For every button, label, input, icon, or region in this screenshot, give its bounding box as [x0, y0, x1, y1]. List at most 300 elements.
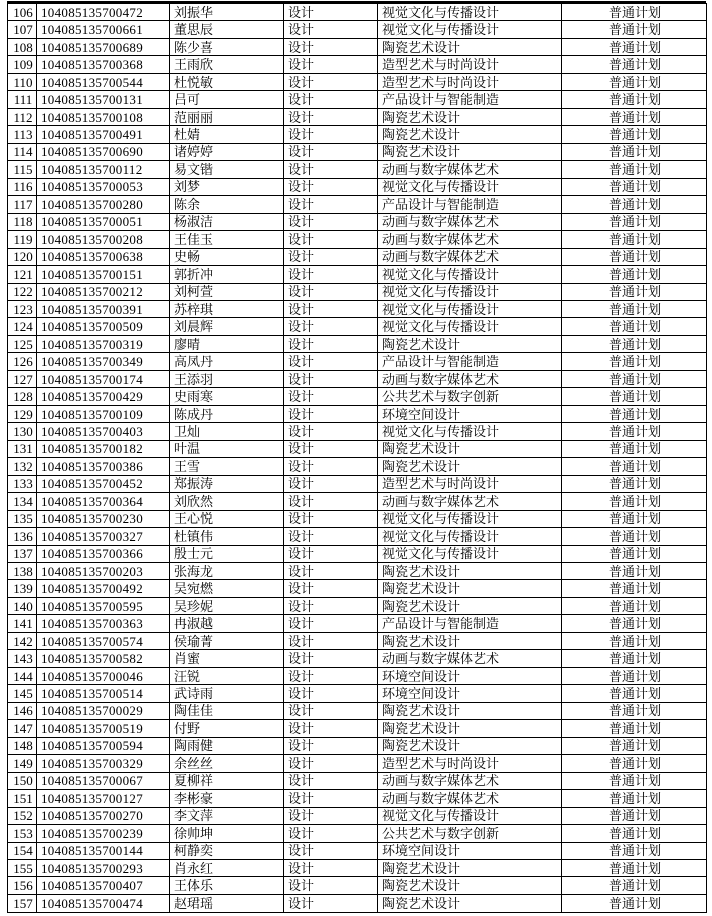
sequence-number-cell: 119 — [8, 231, 37, 248]
major-cell: 设计 — [284, 458, 378, 475]
exam-number-cell: 104085135700109 — [37, 405, 170, 422]
specialty-direction-cell: 视觉文化与传播设计 — [378, 21, 562, 38]
exam-number-cell: 104085135700230 — [37, 510, 170, 527]
plan-type-cell: 普通计划 — [562, 720, 707, 737]
candidate-name-cell: 卫灿 — [170, 423, 284, 440]
exam-number-cell: 104085135700452 — [37, 475, 170, 492]
candidate-name-cell: 陈少喜 — [170, 38, 284, 55]
sequence-number-cell: 156 — [8, 877, 37, 894]
exam-number-cell: 104085135700574 — [37, 632, 170, 649]
specialty-direction-cell: 陶瓷艺术设计 — [378, 720, 562, 737]
major-cell: 设计 — [284, 615, 378, 632]
table-row — [8, 440, 707, 457]
sequence-number-cell: 107 — [8, 21, 37, 38]
sequence-number-cell: 112 — [8, 108, 37, 125]
major-cell: 设计 — [284, 545, 378, 562]
sequence-number-cell: 141 — [8, 615, 37, 632]
major-cell: 设计 — [284, 21, 378, 38]
major-cell: 设计 — [284, 178, 378, 195]
table-row — [8, 73, 707, 90]
exam-number-cell: 104085135700203 — [37, 563, 170, 580]
candidate-name-cell: 陶雨健 — [170, 737, 284, 754]
plan-type-cell: 普通计划 — [562, 650, 707, 667]
plan-type-cell: 普通计划 — [562, 475, 707, 492]
plan-type-cell: 普通计划 — [562, 842, 707, 859]
exam-number-cell: 104085135700208 — [37, 231, 170, 248]
exam-number-cell: 104085135700689 — [37, 38, 170, 55]
plan-type-cell: 普通计划 — [562, 580, 707, 597]
table-row — [8, 510, 707, 527]
sequence-number-cell: 138 — [8, 563, 37, 580]
specialty-direction-cell: 动画与数字媒体艺术 — [378, 772, 562, 789]
table-row — [8, 859, 707, 876]
specialty-direction-cell: 陶瓷艺术设计 — [378, 108, 562, 125]
roster-table-body — [8, 4, 707, 913]
candidate-name-cell: 陈成丹 — [170, 405, 284, 422]
specialty-direction-cell: 公共艺术与数字创新 — [378, 388, 562, 405]
sequence-number-cell: 127 — [8, 370, 37, 387]
table-row — [8, 231, 707, 248]
sequence-number-cell: 155 — [8, 859, 37, 876]
table-row — [8, 894, 707, 912]
exam-number-cell: 104085135700594 — [37, 737, 170, 754]
specialty-direction-cell: 动画与数字媒体艺术 — [378, 248, 562, 265]
specialty-direction-cell: 陶瓷艺术设计 — [378, 597, 562, 614]
candidate-name-cell: 郑振涛 — [170, 475, 284, 492]
plan-type-cell: 普通计划 — [562, 737, 707, 754]
major-cell: 设计 — [284, 440, 378, 457]
major-cell: 设计 — [284, 353, 378, 370]
sequence-number-cell: 152 — [8, 807, 37, 824]
sequence-number-cell: 125 — [8, 335, 37, 352]
plan-type-cell: 普通计划 — [562, 877, 707, 894]
table-row — [8, 370, 707, 387]
sequence-number-cell: 136 — [8, 528, 37, 545]
candidate-name-cell: 王雨欣 — [170, 56, 284, 73]
plan-type-cell: 普通计划 — [562, 266, 707, 283]
plan-type-cell: 普通计划 — [562, 4, 707, 21]
candidate-name-cell: 夏柳祥 — [170, 772, 284, 789]
exam-number-cell: 104085135700144 — [37, 842, 170, 859]
major-cell: 设计 — [284, 859, 378, 876]
exam-number-cell: 104085135700514 — [37, 685, 170, 702]
exam-number-cell: 104085135700270 — [37, 807, 170, 824]
table-row — [8, 755, 707, 772]
exam-number-cell: 104085135700363 — [37, 615, 170, 632]
table-row — [8, 597, 707, 614]
plan-type-cell: 普通计划 — [562, 597, 707, 614]
table-row — [8, 388, 707, 405]
table-row — [8, 737, 707, 754]
exam-number-cell: 104085135700053 — [37, 178, 170, 195]
table-row — [8, 458, 707, 475]
plan-type-cell: 普通计划 — [562, 510, 707, 527]
exam-number-cell: 104085135700127 — [37, 790, 170, 807]
specialty-direction-cell: 动画与数字媒体艺术 — [378, 650, 562, 667]
candidate-roster-table — [7, 3, 707, 913]
candidate-name-cell: 史畅 — [170, 248, 284, 265]
specialty-direction-cell: 陶瓷艺术设计 — [378, 580, 562, 597]
major-cell: 设计 — [284, 143, 378, 160]
specialty-direction-cell: 环境空间设计 — [378, 685, 562, 702]
major-cell: 设计 — [284, 213, 378, 230]
table-row — [8, 126, 707, 143]
specialty-direction-cell: 陶瓷艺术设计 — [378, 894, 562, 912]
specialty-direction-cell: 环境空间设计 — [378, 405, 562, 422]
sequence-number-cell: 146 — [8, 702, 37, 719]
candidate-name-cell: 付野 — [170, 720, 284, 737]
sequence-number-cell: 115 — [8, 161, 37, 178]
specialty-direction-cell: 陶瓷艺术设计 — [378, 877, 562, 894]
specialty-direction-cell: 陶瓷艺术设计 — [378, 126, 562, 143]
specialty-direction-cell: 动画与数字媒体艺术 — [378, 231, 562, 248]
major-cell: 设计 — [284, 807, 378, 824]
plan-type-cell: 普通计划 — [562, 632, 707, 649]
table-row — [8, 178, 707, 195]
plan-type-cell: 普通计划 — [562, 370, 707, 387]
specialty-direction-cell: 视觉文化与传播设计 — [378, 318, 562, 335]
exam-number-cell: 104085135700403 — [37, 423, 170, 440]
specialty-direction-cell: 陶瓷艺术设计 — [378, 859, 562, 876]
sequence-number-cell: 122 — [8, 283, 37, 300]
sequence-number-cell: 154 — [8, 842, 37, 859]
plan-type-cell: 普通计划 — [562, 143, 707, 160]
plan-type-cell: 普通计划 — [562, 440, 707, 457]
candidate-name-cell: 汪锐 — [170, 667, 284, 684]
major-cell: 设计 — [284, 493, 378, 510]
candidate-name-cell: 余丝丝 — [170, 755, 284, 772]
exam-number-cell: 104085135700131 — [37, 91, 170, 108]
exam-number-cell: 104085135700029 — [37, 702, 170, 719]
plan-type-cell: 普通计划 — [562, 126, 707, 143]
candidate-name-cell: 刘欣然 — [170, 493, 284, 510]
candidate-name-cell: 王佳玉 — [170, 231, 284, 248]
table-row — [8, 842, 707, 859]
plan-type-cell: 普通计划 — [562, 231, 707, 248]
candidate-name-cell: 刘梦 — [170, 178, 284, 195]
table-row — [8, 143, 707, 160]
table-row — [8, 266, 707, 283]
sequence-number-cell: 113 — [8, 126, 37, 143]
table-row — [8, 825, 707, 842]
exam-number-cell: 104085135700595 — [37, 597, 170, 614]
table-row — [8, 772, 707, 789]
table-row — [8, 318, 707, 335]
sequence-number-cell: 139 — [8, 580, 37, 597]
sequence-number-cell: 149 — [8, 755, 37, 772]
sequence-number-cell: 147 — [8, 720, 37, 737]
exam-number-cell: 104085135700474 — [37, 894, 170, 912]
candidate-name-cell: 陶佳佳 — [170, 702, 284, 719]
sequence-number-cell: 137 — [8, 545, 37, 562]
table-row — [8, 335, 707, 352]
sequence-number-cell: 148 — [8, 737, 37, 754]
specialty-direction-cell: 陶瓷艺术设计 — [378, 335, 562, 352]
candidate-name-cell: 李彬豪 — [170, 790, 284, 807]
sequence-number-cell: 157 — [8, 894, 37, 912]
exam-number-cell: 104085135700349 — [37, 353, 170, 370]
table-row — [8, 702, 707, 719]
table-row — [8, 528, 707, 545]
table-row — [8, 632, 707, 649]
plan-type-cell: 普通计划 — [562, 405, 707, 422]
specialty-direction-cell: 产品设计与智能制造 — [378, 615, 562, 632]
major-cell: 设计 — [284, 318, 378, 335]
exam-number-cell: 104085135700492 — [37, 580, 170, 597]
candidate-name-cell: 李文萍 — [170, 807, 284, 824]
major-cell: 设计 — [284, 580, 378, 597]
major-cell: 设计 — [284, 772, 378, 789]
table-row — [8, 545, 707, 562]
exam-number-cell: 104085135700509 — [37, 318, 170, 335]
sequence-number-cell: 145 — [8, 685, 37, 702]
major-cell: 设计 — [284, 335, 378, 352]
table-row — [8, 21, 707, 38]
plan-type-cell: 普通计划 — [562, 56, 707, 73]
major-cell: 设计 — [284, 370, 378, 387]
candidate-name-cell: 刘振华 — [170, 4, 284, 21]
table-row — [8, 213, 707, 230]
major-cell: 设计 — [284, 231, 378, 248]
exam-number-cell: 104085135700212 — [37, 283, 170, 300]
specialty-direction-cell: 动画与数字媒体艺术 — [378, 213, 562, 230]
major-cell: 设计 — [284, 300, 378, 317]
candidate-name-cell: 诸婷婷 — [170, 143, 284, 160]
specialty-direction-cell: 陶瓷艺术设计 — [378, 458, 562, 475]
specialty-direction-cell: 造型艺术与时尚设计 — [378, 56, 562, 73]
major-cell: 设计 — [284, 894, 378, 912]
major-cell: 设计 — [284, 108, 378, 125]
plan-type-cell: 普通计划 — [562, 300, 707, 317]
table-row — [8, 650, 707, 667]
exam-number-cell: 104085135700368 — [37, 56, 170, 73]
major-cell: 设计 — [284, 126, 378, 143]
plan-type-cell: 普通计划 — [562, 493, 707, 510]
table-row — [8, 353, 707, 370]
specialty-direction-cell: 环境空间设计 — [378, 667, 562, 684]
plan-type-cell: 普通计划 — [562, 248, 707, 265]
candidate-name-cell: 张海龙 — [170, 563, 284, 580]
exam-number-cell: 104085135700366 — [37, 545, 170, 562]
table-row — [8, 300, 707, 317]
candidate-name-cell: 殷士元 — [170, 545, 284, 562]
sequence-number-cell: 133 — [8, 475, 37, 492]
major-cell: 设计 — [284, 528, 378, 545]
plan-type-cell: 普通计划 — [562, 73, 707, 90]
table-row — [8, 91, 707, 108]
major-cell: 设计 — [284, 283, 378, 300]
exam-number-cell: 104085135700386 — [37, 458, 170, 475]
sequence-number-cell: 142 — [8, 632, 37, 649]
candidate-name-cell: 叶温 — [170, 440, 284, 457]
table-row — [8, 580, 707, 597]
plan-type-cell: 普通计划 — [562, 318, 707, 335]
plan-type-cell: 普通计划 — [562, 528, 707, 545]
major-cell: 设计 — [284, 56, 378, 73]
plan-type-cell: 普通计划 — [562, 667, 707, 684]
plan-type-cell: 普通计划 — [562, 615, 707, 632]
major-cell: 设计 — [284, 685, 378, 702]
candidate-name-cell: 王心悦 — [170, 510, 284, 527]
major-cell: 设计 — [284, 632, 378, 649]
specialty-direction-cell: 产品设计与智能制造 — [378, 353, 562, 370]
specialty-direction-cell: 陶瓷艺术设计 — [378, 143, 562, 160]
exam-number-cell: 104085135700472 — [37, 4, 170, 21]
candidate-name-cell: 刘柯萱 — [170, 283, 284, 300]
major-cell: 设计 — [284, 597, 378, 614]
sequence-number-cell: 153 — [8, 825, 37, 842]
major-cell: 设计 — [284, 650, 378, 667]
plan-type-cell: 普通计划 — [562, 388, 707, 405]
candidate-name-cell: 武诗雨 — [170, 685, 284, 702]
sequence-number-cell: 106 — [8, 4, 37, 21]
exam-number-cell: 104085135700051 — [37, 213, 170, 230]
major-cell: 设计 — [284, 667, 378, 684]
candidate-name-cell: 吴宛燃 — [170, 580, 284, 597]
major-cell: 设计 — [284, 405, 378, 422]
plan-type-cell: 普通计划 — [562, 353, 707, 370]
major-cell: 设计 — [284, 266, 378, 283]
candidate-name-cell: 赵珺瑶 — [170, 894, 284, 912]
candidate-name-cell: 王体乐 — [170, 877, 284, 894]
candidate-name-cell: 王添羽 — [170, 370, 284, 387]
candidate-name-cell: 苏梓琪 — [170, 300, 284, 317]
specialty-direction-cell: 环境空间设计 — [378, 842, 562, 859]
sequence-number-cell: 120 — [8, 248, 37, 265]
specialty-direction-cell: 视觉文化与传播设计 — [378, 178, 562, 195]
specialty-direction-cell: 造型艺术与时尚设计 — [378, 73, 562, 90]
exam-number-cell: 104085135700391 — [37, 300, 170, 317]
table-row — [8, 563, 707, 580]
plan-type-cell: 普通计划 — [562, 563, 707, 580]
exam-number-cell: 104085135700407 — [37, 877, 170, 894]
table-row — [8, 161, 707, 178]
table-row — [8, 196, 707, 213]
sequence-number-cell: 118 — [8, 213, 37, 230]
sequence-number-cell: 130 — [8, 423, 37, 440]
major-cell: 设计 — [284, 842, 378, 859]
candidate-name-cell: 冉淑越 — [170, 615, 284, 632]
plan-type-cell: 普通计划 — [562, 21, 707, 38]
exam-number-cell: 104085135700429 — [37, 388, 170, 405]
specialty-direction-cell: 造型艺术与时尚设计 — [378, 755, 562, 772]
specialty-direction-cell: 陶瓷艺术设计 — [378, 563, 562, 580]
candidate-name-cell: 侯瑜菁 — [170, 632, 284, 649]
table-row — [8, 405, 707, 422]
sequence-number-cell: 128 — [8, 388, 37, 405]
plan-type-cell: 普通计划 — [562, 213, 707, 230]
plan-type-cell: 普通计划 — [562, 545, 707, 562]
major-cell: 设计 — [284, 4, 378, 21]
specialty-direction-cell: 动画与数字媒体艺术 — [378, 493, 562, 510]
plan-type-cell: 普通计划 — [562, 108, 707, 125]
candidate-name-cell: 范丽丽 — [170, 108, 284, 125]
specialty-direction-cell: 产品设计与智能制造 — [378, 91, 562, 108]
table-row — [8, 38, 707, 55]
table-row — [8, 423, 707, 440]
exam-number-cell: 104085135700544 — [37, 73, 170, 90]
specialty-direction-cell: 造型艺术与时尚设计 — [378, 475, 562, 492]
exam-number-cell: 104085135700112 — [37, 161, 170, 178]
major-cell: 设计 — [284, 196, 378, 213]
candidate-name-cell: 徐帅坤 — [170, 825, 284, 842]
specialty-direction-cell: 陶瓷艺术设计 — [378, 632, 562, 649]
plan-type-cell: 普通计划 — [562, 335, 707, 352]
specialty-direction-cell: 产品设计与智能制造 — [378, 196, 562, 213]
sequence-number-cell: 121 — [8, 266, 37, 283]
table-row — [8, 56, 707, 73]
major-cell: 设计 — [284, 790, 378, 807]
exam-number-cell: 104085135700582 — [37, 650, 170, 667]
specialty-direction-cell: 视觉文化与传播设计 — [378, 283, 562, 300]
major-cell: 设计 — [284, 720, 378, 737]
candidate-name-cell: 史雨寒 — [170, 388, 284, 405]
exam-number-cell: 104085135700280 — [37, 196, 170, 213]
candidate-name-cell: 肖永红 — [170, 859, 284, 876]
specialty-direction-cell: 视觉文化与传播设计 — [378, 545, 562, 562]
major-cell: 设计 — [284, 388, 378, 405]
exam-number-cell: 104085135700046 — [37, 667, 170, 684]
exam-number-cell: 104085135700174 — [37, 370, 170, 387]
table-row — [8, 667, 707, 684]
plan-type-cell: 普通计划 — [562, 178, 707, 195]
plan-type-cell: 普通计划 — [562, 702, 707, 719]
candidate-name-cell: 杨淑洁 — [170, 213, 284, 230]
plan-type-cell: 普通计划 — [562, 790, 707, 807]
major-cell: 设计 — [284, 510, 378, 527]
exam-number-cell: 104085135700329 — [37, 755, 170, 772]
plan-type-cell: 普通计划 — [562, 859, 707, 876]
specialty-direction-cell: 动画与数字媒体艺术 — [378, 370, 562, 387]
candidate-name-cell: 郭折冲 — [170, 266, 284, 283]
candidate-name-cell: 杜悦敏 — [170, 73, 284, 90]
major-cell: 设计 — [284, 755, 378, 772]
major-cell: 设计 — [284, 475, 378, 492]
exam-number-cell: 104085135700108 — [37, 108, 170, 125]
plan-type-cell: 普通计划 — [562, 685, 707, 702]
sequence-number-cell: 129 — [8, 405, 37, 422]
major-cell: 设计 — [284, 702, 378, 719]
exam-number-cell: 104085135700239 — [37, 825, 170, 842]
candidate-name-cell: 董思辰 — [170, 21, 284, 38]
exam-number-cell: 104085135700661 — [37, 21, 170, 38]
sequence-number-cell: 109 — [8, 56, 37, 73]
table-row — [8, 790, 707, 807]
specialty-direction-cell: 视觉文化与传播设计 — [378, 528, 562, 545]
sequence-number-cell: 135 — [8, 510, 37, 527]
major-cell: 设计 — [284, 73, 378, 90]
exam-number-cell: 104085135700319 — [37, 335, 170, 352]
sequence-number-cell: 108 — [8, 38, 37, 55]
major-cell: 设计 — [284, 38, 378, 55]
specialty-direction-cell: 视觉文化与传播设计 — [378, 510, 562, 527]
table-row — [8, 615, 707, 632]
table-row — [8, 877, 707, 894]
plan-type-cell: 普通计划 — [562, 423, 707, 440]
specialty-direction-cell: 动画与数字媒体艺术 — [378, 161, 562, 178]
sequence-number-cell: 110 — [8, 73, 37, 90]
specialty-direction-cell: 视觉文化与传播设计 — [378, 4, 562, 21]
major-cell: 设计 — [284, 825, 378, 842]
table-row — [8, 4, 707, 21]
plan-type-cell: 普通计划 — [562, 772, 707, 789]
sequence-number-cell: 134 — [8, 493, 37, 510]
exam-number-cell: 104085135700364 — [37, 493, 170, 510]
exam-number-cell: 104085135700327 — [37, 528, 170, 545]
major-cell: 设计 — [284, 737, 378, 754]
sequence-number-cell: 111 — [8, 91, 37, 108]
sequence-number-cell: 117 — [8, 196, 37, 213]
